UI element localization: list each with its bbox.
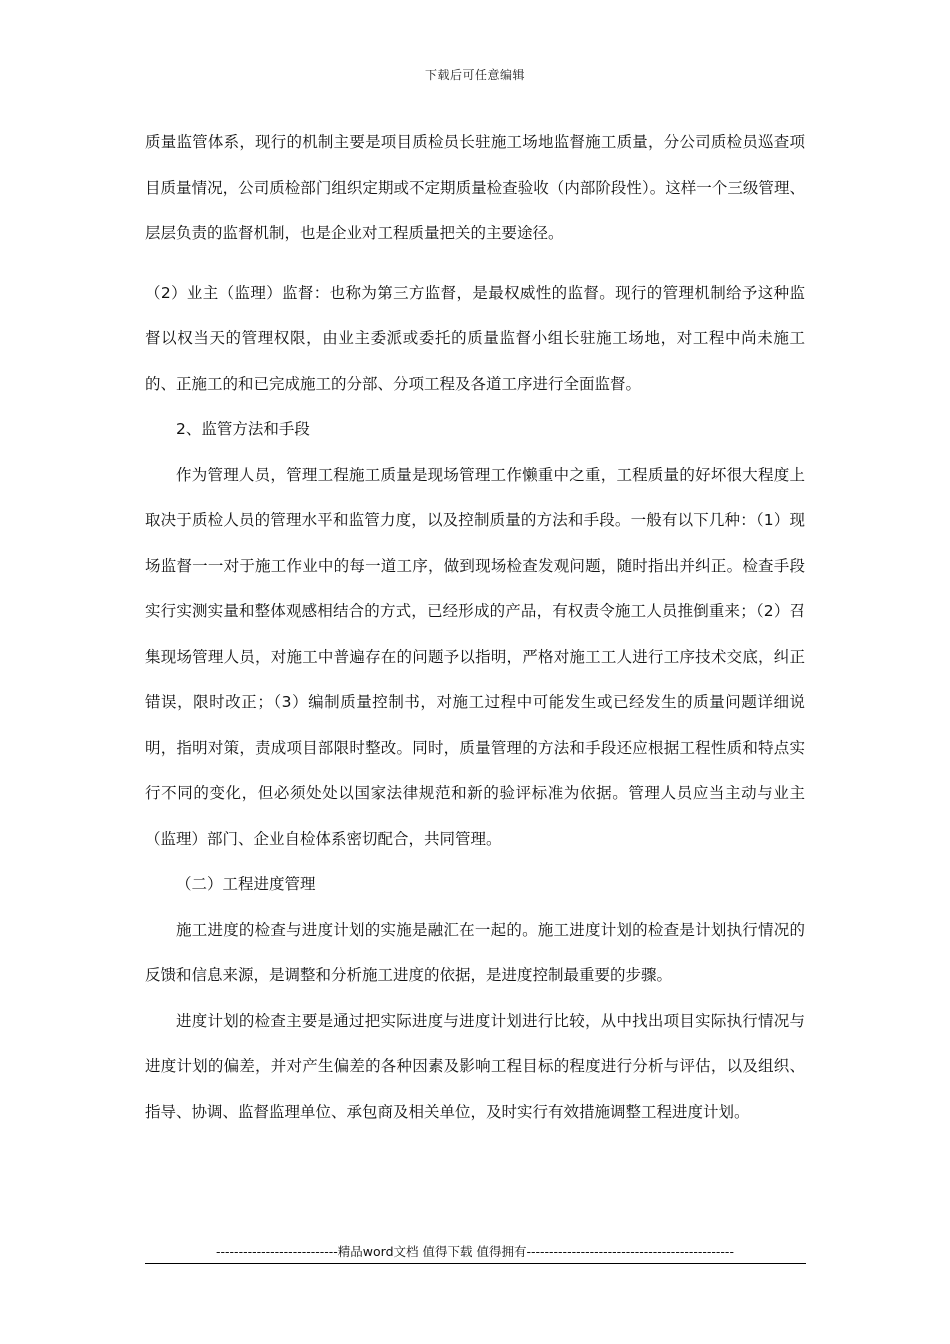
document-body bbox=[145, 120, 805, 1135]
page-header: 下载后可任意编辑 bbox=[424, 68, 525, 82]
page-footer: ---------------------------精品word文档 值得下载 值得拥有---------------------------------------------- bbox=[216, 1244, 734, 1259]
section-heading-progress: （二）工程进度管理 bbox=[176, 875, 316, 893]
paragraph-progress-compare: 进度计划的检查主要是通过把实际进度与进度计划进行比较，从中找出项目实际执行情况与进度计划的偏差，并对产生偏差的各种因素及影响工程目标的程度进行分析与评估，以及组织、指导、协调、监督监理单位、承包商及相关单位，及时实行有效措施调整工程进度计划。 bbox=[145, 1011, 805, 1121]
paragraph-progress-check: 施工进度的检查与进度计划的实施是融汇在一起的。施工进度计划的检查是计划执行情况的反馈和信息来源，是调整和分析施工进度的依据，是进度控制最重要的步骤。 bbox=[145, 920, 805, 984]
footer-divider bbox=[145, 1263, 806, 1264]
section-heading-methods: 2、监管方法和手段 bbox=[176, 420, 310, 438]
paragraph-owner-supervision: （2）业主（监理）监督：也称为第三方监督，是最权威性的监督。现行的管理机制给予这种监督以权当天的管理权限，由业主委派或委托的质量监督小组长驻施工场地，对工程中尚未施工的、正施工的和已完成施工的分部、分项工程及各道工序进行全面监督。 bbox=[145, 283, 805, 393]
paragraph-quality-system: 质量监管体系，现行的机制主要是项目质检员长驻施工场地监督施工质量，分公司质检员巡查项目质量情况，公司质检部门组织定期或不定期质量检查验收（内部阶段性）。这样一个三级管理、层层负责的监督机制，也是企业对工程质量把关的主要途径。 bbox=[145, 133, 805, 242]
paragraph-methods: 作为管理人员，管理工程施工质量是现场管理工作懒重中之重，工程质量的好坏很大程度上取决于质检人员的管理水平和监管力度，以及控制质量的方法和手段。一般有以下几种：（1）现场监督一一对于施工作业中的每一道工序，做到现场检查发观问题，随时指出并纠正。检查手段实行实测实量和整体观感相结合的方式，已经形成的产品，有权责令施工人员推倒重来；（2）召集现场管理人员，对施工中普遍存在的问题予以指明，严格对施工工人进行工序技术交底，纠正错误，限时改正；（3）编制质量控制书，对施工过程中可能发生或已经发生的质量问题详细说明，指明对策，责成项目部限时整改。同时，质量管理的方法和手段还应根据工程性质和特点实行不同的变化，但必须处处以国家法律规范和新的验评标准为依据。管理人员应当主动与业主（监理）部门、企业自检体系密切配合，共同管理。 bbox=[145, 465, 805, 848]
